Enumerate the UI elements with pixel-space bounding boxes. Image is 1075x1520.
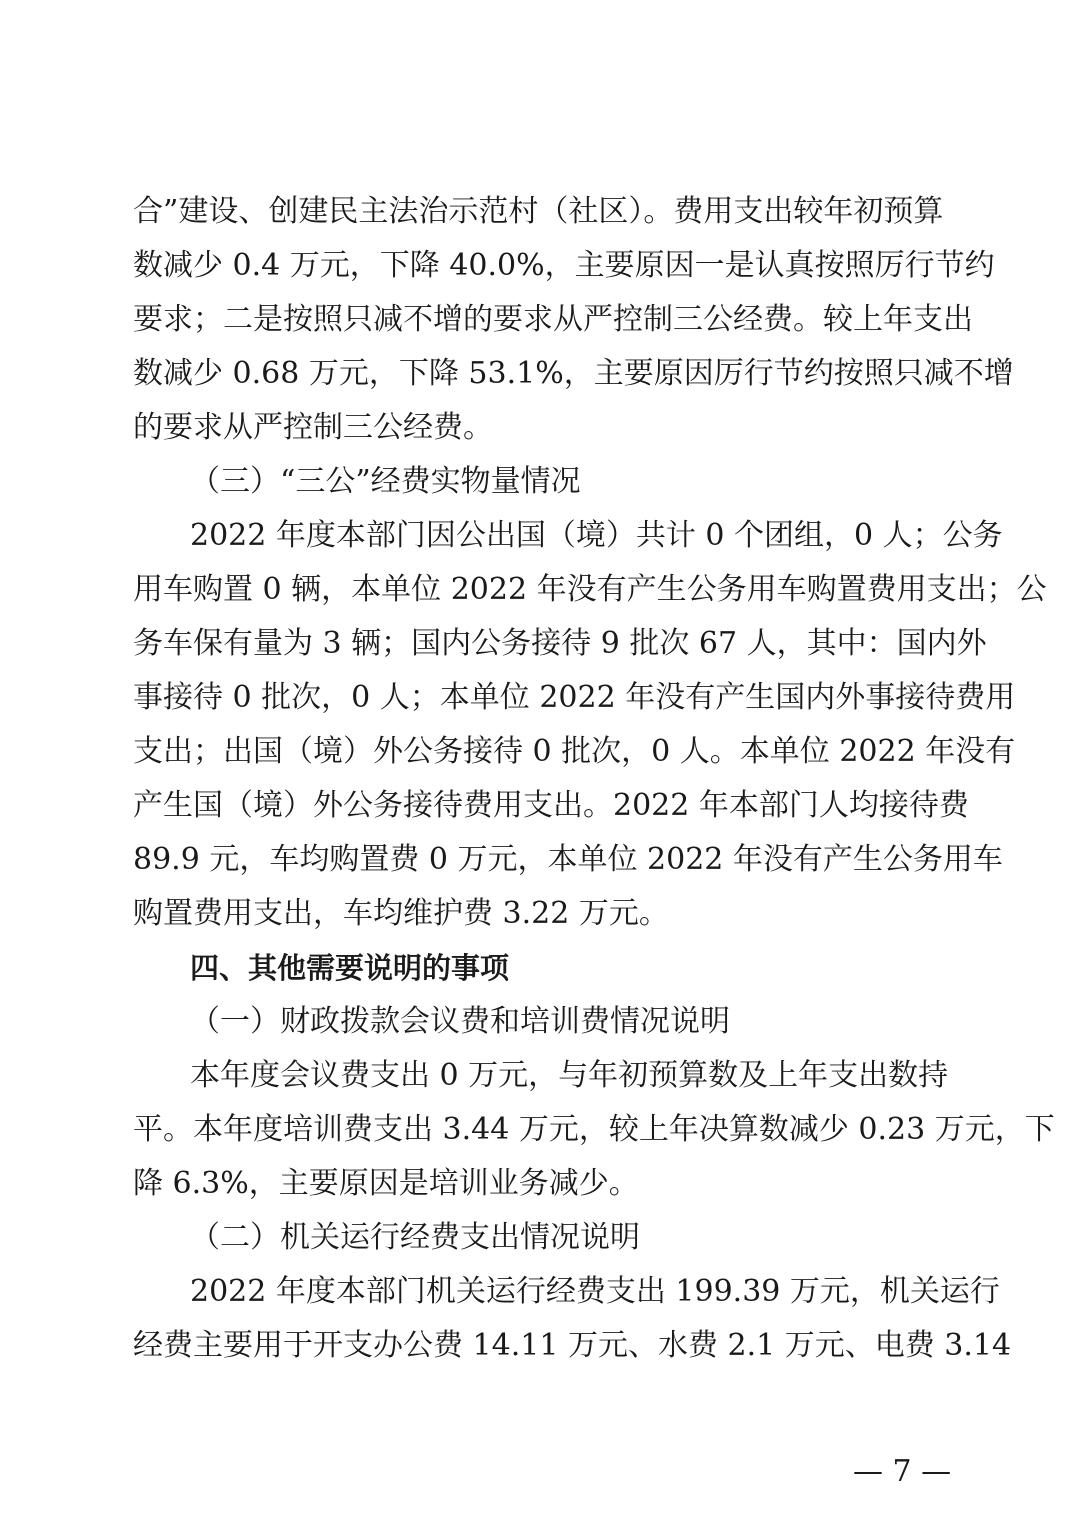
paragraph-line: 2022 年度本部门机关运行经费支出 199.39 万元，机关运行 <box>190 1274 1000 1309</box>
paragraph-line: 本年度会议费支出 0 万元，与年初预算数及上年支出数持 <box>190 1058 949 1093</box>
section-heading-other-matters: 四、其他需要说明的事项 <box>190 951 510 985</box>
paragraph-line: 降 6.3%，主要原因是培训业务减少。 <box>133 1166 639 1201</box>
paragraph-line: 合”建设、创建民主法治示范村（社区）。费用支出较年初预算 <box>133 194 944 229</box>
paragraph-line: 要求；二是按照只减不增的要求从严控制三公经费。较上年支出 <box>133 302 973 337</box>
paragraph-line: 事接待 0 批次，0 人；本单位 2022 年没有产生国内外事接待费用 <box>133 680 1016 715</box>
paragraph-line: 2022 年度本部门因公出国（境）共计 0 个团组，0 人；公务 <box>190 518 1003 553</box>
paragraph-line: 用车购置 0 辆，本单位 2022 年没有产生公务用车购置费用支出；公 <box>133 572 1047 607</box>
paragraph-line: 经费主要用于开支办公费 14.11 万元、水费 2.1 万元、电费 3.14 <box>133 1328 1012 1363</box>
paragraph-line: 数减少 0.4 万元，下降 40.0%，主要原因一是认真按照厉行节约 <box>133 248 995 283</box>
section-heading-san-gong-physical: （三）“三公”经费实物量情况 <box>190 464 581 499</box>
paragraph-line: 务车保有量为 3 辆；国内公务接待 9 批次 67 人，其中：国内外 <box>133 626 987 661</box>
paragraph-line: 平。本年度培训费支出 3.44 万元，较上年决算数减少 0.23 万元，下 <box>133 1112 1055 1147</box>
paragraph-line: 数减少 0.68 万元，下降 53.1%，主要原因厉行节约按照只减不增 <box>133 356 1014 391</box>
page-number: — 7 — <box>853 1454 952 1489</box>
section-heading-operating-expenses: （二）机关运行经费支出情况说明 <box>190 1220 640 1255</box>
paragraph-line: 89.9 元，车均购置费 0 万元，本单位 2022 年没有产生公务用车 <box>133 842 1003 877</box>
section-heading-meeting-training: （一）财政拨款会议费和培训费情况说明 <box>190 1004 730 1039</box>
paragraph-line: 的要求从严控制三公经费。 <box>133 410 493 445</box>
paragraph-line: 购置费用支出，车均维护费 3.22 万元。 <box>133 896 669 931</box>
paragraph-line: 支出；出国（境）外公务接待 0 批次，0 人。本单位 2022 年没有 <box>133 734 1016 769</box>
paragraph-line: 产生国（境）外公务接待费用支出。2022 年本部门人均接待费 <box>133 788 969 823</box>
